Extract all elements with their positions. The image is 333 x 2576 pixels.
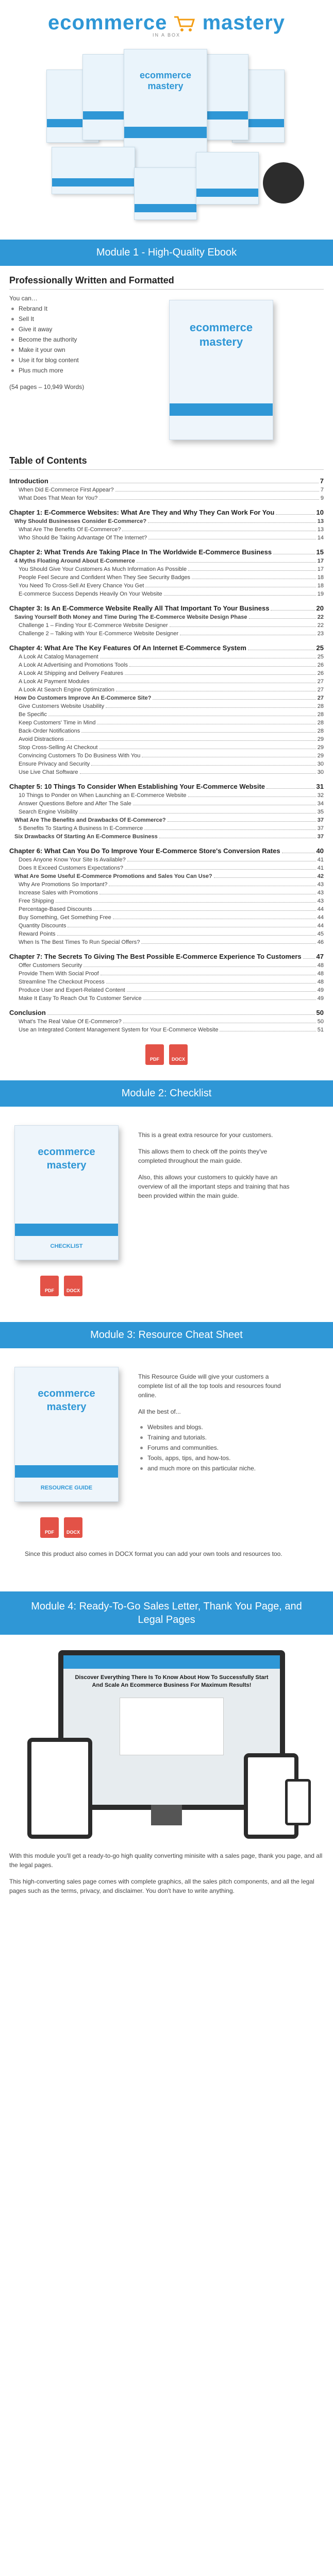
dot-leader	[143, 999, 316, 1000]
toc-page-number: 49	[317, 995, 324, 1002]
toc-page-number: 47	[316, 953, 324, 960]
toc-page-number: 29	[317, 753, 324, 759]
toc-page-number: 7	[320, 477, 324, 485]
toc-entry[interactable]	[19, 487, 324, 493]
toc-page-number: 27	[317, 679, 324, 685]
toc-entry[interactable]	[14, 518, 324, 524]
divider	[9, 469, 324, 470]
toc-page-number: 48	[317, 971, 324, 977]
toc-page-number: 27	[317, 695, 324, 701]
toc-chapter[interactable]	[9, 548, 324, 556]
dot-leader	[168, 821, 316, 822]
rights-item: Plus much more	[9, 367, 159, 374]
dot-leader	[249, 618, 316, 619]
checklist-label: CHECKLIST	[50, 1243, 83, 1249]
toc-entry[interactable]	[19, 987, 324, 993]
dot-leader	[164, 595, 316, 596]
toc-entry-title: Chapter 6: What Can You Do To Improve Your E-Commerce Store's Conversion Rates	[9, 847, 280, 855]
toc-page-number: 37	[317, 834, 324, 840]
dot-leader	[125, 869, 316, 870]
toc-page-number: 23	[317, 631, 324, 637]
toc-entry-title: What's The Real Value Of E-Commerce?	[19, 1019, 122, 1025]
dot-leader	[99, 499, 319, 500]
toc-entry-title: When Is The Best Times To Run Special Offers?	[19, 939, 140, 945]
dot-leader	[188, 570, 316, 571]
toc-entry[interactable]	[19, 591, 324, 597]
toc-entry[interactable]	[19, 566, 324, 572]
resource-label: RESOURCE GUIDE	[40, 1485, 93, 1491]
toc-page-number: 22	[317, 622, 324, 629]
tablet-mockup	[27, 1738, 92, 1839]
toc-entry[interactable]	[19, 931, 324, 937]
product-box	[52, 147, 135, 194]
toc-entry[interactable]	[19, 825, 324, 832]
toc-page-number: 14	[317, 535, 324, 541]
toc-entry[interactable]	[19, 882, 324, 888]
dot-leader	[50, 477, 319, 483]
toc-page-number: 9	[320, 495, 324, 501]
toc-page-number: 43	[317, 882, 324, 888]
toc-entry-title: Percentage-Based Discounts	[19, 906, 92, 912]
toc-entry-title: A Look At Search Engine Optimization	[19, 687, 114, 693]
toc-entry-title: Avoid Distractions	[19, 736, 64, 742]
toc-page-number: 26	[317, 670, 324, 676]
toc-entry-title: What Are The Benefits Of E-Commerce?	[19, 527, 121, 533]
toc-entry-title: Challenge 1 – Finding Your E-Commerce Website Designer	[19, 622, 168, 629]
docx-icon: DOCX	[169, 1044, 188, 1065]
page-count: (54 pages – 10,949 Words)	[9, 383, 85, 391]
toc-entry-title: Introduction	[9, 477, 48, 485]
toc-page-number: 26	[317, 662, 324, 668]
toc-page-number: 29	[317, 744, 324, 751]
module4-text: This high-converting sales page comes with complete graphics, all the sales pitch components, and all the legal pages such as the terms, privacy, and disclaimer. You don't have to write anything.	[9, 1878, 314, 1894]
toc-page-number: 32	[317, 792, 324, 799]
toc-entry-title: Saving Yourself Both Money and Time During The E-Commerce Website Design Phase	[14, 614, 247, 620]
toc-entry[interactable]	[19, 801, 324, 807]
module1-section	[0, 275, 333, 1065]
toc-chapter[interactable]	[9, 953, 324, 960]
toc-entry-title: Search Engine Visibility	[19, 809, 78, 815]
toc-page-number: 43	[317, 890, 324, 896]
toc-page-number: 18	[317, 574, 324, 581]
toc-entry-title: 5 Benefits To Starting A Business In E-Commerce	[19, 825, 143, 832]
toc-entry-title: A Look At Catalog Management	[19, 654, 98, 660]
toc-entry-title: How Do Customers Improve An E-Commerce Site?	[14, 695, 152, 701]
toc-entry[interactable]	[19, 711, 324, 718]
toc-entry-title: Chapter 2: What Trends Are Taking Place In The Worldwide E-Commerce Business	[9, 548, 272, 556]
toc-entry-title: People Feel Secure and Confident When They See Security Badges	[19, 574, 191, 581]
dot-leader	[148, 522, 316, 523]
toc-entry-title: What Are Some Useful E-Commerce Promotions and Sales You Can Use?	[14, 873, 212, 879]
module2-section	[0, 1107, 333, 1322]
toc-chapter[interactable]	[9, 604, 324, 612]
toc-entry-title: A Look At Shipping and Delivery Features	[19, 670, 124, 676]
toc-entry-title: Answer Questions Before and After The Sale	[19, 801, 131, 807]
phone-mockup	[285, 1779, 311, 1825]
toc-page-number: 17	[317, 566, 324, 572]
dot-leader	[127, 991, 316, 992]
module4-section	[0, 1635, 333, 1895]
toc-chapter[interactable]	[9, 644, 324, 652]
toc-chapter[interactable]	[9, 783, 324, 790]
toc-page-number: 40	[316, 847, 324, 855]
logo-right: mastery	[202, 11, 286, 34]
toc-entry-title: Be Specific	[19, 711, 47, 718]
toc-page-number: 44	[317, 923, 324, 929]
toc-page-number: 27	[317, 687, 324, 693]
toc-entry[interactable]	[19, 914, 324, 921]
toc-page-number: 37	[317, 825, 324, 832]
toc-entry[interactable]	[19, 654, 324, 660]
toc-entry[interactable]	[19, 809, 324, 815]
toc-entry[interactable]	[14, 873, 324, 879]
toc-entry-title: Quantity Discounts	[19, 923, 66, 929]
toc-entry[interactable]	[19, 1019, 324, 1025]
toc-entry-title: Stop Cross-Selling At Checkout	[19, 744, 98, 751]
toc-entry[interactable]	[14, 695, 324, 701]
toc-entry-title: Why Should Businesses Consider E-Commerce?	[14, 518, 147, 524]
module3-text: Since this product also comes in DOCX format you can add your own tools and resources too.	[25, 1550, 282, 1557]
toc-entry-title: Chapter 3: Is An E-Commerce Website Really All That Important To Your Business	[9, 604, 270, 612]
toc-entry[interactable]	[14, 834, 324, 840]
toc-entry[interactable]	[19, 995, 324, 1002]
toc-entry-title: What Are The Benefits and Drawbacks Of E-Commerce?	[14, 817, 166, 823]
toc-entry[interactable]	[14, 817, 324, 823]
toc-entry[interactable]	[19, 857, 324, 863]
resource-item: Tools, apps, tips, and how-tos.	[138, 1454, 293, 1462]
product-box	[196, 152, 259, 205]
toc-page-number: 31	[316, 783, 324, 790]
toc-entry-title: Who Should Be Taking Advantage Of The Internet?	[19, 535, 147, 541]
toc-entry[interactable]	[19, 865, 324, 871]
toc-page-number: 30	[317, 769, 324, 775]
checklist-cover: ecommerce mastery CHECKLIST	[14, 1125, 119, 1260]
resource-list	[138, 1423, 293, 1472]
toc-page-number: 46	[317, 939, 324, 945]
toc-entry-title: A Look At Payment Modules	[19, 679, 90, 685]
dot-leader	[153, 699, 315, 700]
toc-heading: Table of Contents	[9, 455, 87, 466]
toc-entry[interactable]	[19, 679, 324, 685]
file-formats	[40, 1517, 123, 1538]
dot-leader	[271, 604, 314, 611]
toc-entry-title: Challenge 2 – Talking with Your E-Commerce Website Designer	[19, 631, 179, 637]
toc-page-number: 28	[317, 711, 324, 718]
toc-entry-title: Six Drawbacks Of Starting An E-Commerce Business	[14, 834, 158, 840]
toc-entry[interactable]	[19, 527, 324, 533]
module1-heading: Professionally Written and Formatted	[9, 275, 174, 285]
toc-page-number: 50	[317, 1019, 324, 1025]
logo-sub: IN A BOX	[152, 32, 181, 38]
toc-page-number: 42	[317, 873, 324, 879]
toc-page-number: 41	[317, 865, 324, 871]
dot-leader	[267, 783, 315, 789]
toc-page-number: 7	[320, 487, 324, 493]
toc-entry-title: Use an Integrated Content Management System for Your E-Commerce Website	[19, 1027, 219, 1033]
toc-entry[interactable]	[19, 720, 324, 726]
toc-entry[interactable]	[19, 574, 324, 581]
module4-banner: Module 4: Ready-To-Go Sales Letter, Thank You Page, and Legal Pages	[0, 1591, 333, 1635]
module3-banner: Module 3: Resource Cheat Sheet	[0, 1322, 333, 1348]
toc-entry-title: Back-Order Notifications	[19, 728, 80, 734]
rights-item: Use it for blog content	[9, 357, 159, 364]
toc-entry[interactable]	[19, 769, 324, 775]
mock-headline: Discover Everything There Is To Know About How To Successfully Start And Scale An Ecommerce Business For Maximum Results!	[75, 1674, 269, 1688]
dot-leader	[57, 935, 316, 936]
toc-entry[interactable]	[19, 979, 324, 985]
dot-leader	[303, 953, 315, 959]
toc-page-number: 37	[317, 817, 324, 823]
toc-entry-title: Keep Customers' Time in Mind	[19, 720, 96, 726]
toc-entry[interactable]	[19, 898, 324, 904]
toc-entry-title: When Did E-Commerce First Appear?	[19, 487, 114, 493]
toc-page-number: 28	[317, 728, 324, 734]
pdf-icon: PDF	[40, 1517, 59, 1538]
rights-item: Make it your own	[9, 346, 159, 353]
toc-entry-title: Ensure Privacy and Security	[19, 761, 90, 767]
module3-section	[0, 1348, 333, 1591]
dot-leader	[65, 740, 316, 741]
rights-list	[9, 305, 159, 374]
toc-entry[interactable]	[14, 614, 324, 620]
toc-page-number: 28	[317, 703, 324, 709]
dot-leader	[106, 983, 316, 984]
toc-page-number: 51	[317, 1027, 324, 1033]
dot-leader	[47, 1009, 315, 1015]
toc-entry-title: Make It Easy To Reach Out To Customer Service	[19, 995, 142, 1002]
toc-entry-title: Why Are Promotions So Important?	[19, 882, 108, 888]
file-formats	[40, 1276, 123, 1296]
toc-entry-title: Give Customers Website Usability	[19, 703, 105, 709]
toc-entry[interactable]	[19, 962, 324, 969]
toc-entry[interactable]	[19, 971, 324, 977]
toc-entry-title: Convincing Customers To Do Business With You	[19, 753, 141, 759]
resource-guide-cover: ecommerce mastery RESOURCE GUIDE	[14, 1367, 119, 1502]
dot-leader	[80, 773, 316, 774]
toc-page-number: 25	[316, 644, 324, 652]
toc-page-number: 44	[317, 906, 324, 912]
toc-page-number: 48	[317, 962, 324, 969]
toc-entry-title: 10 Things to Ponder on When Launching an E-Commerce Website	[19, 792, 187, 799]
resource-item: and much more on this particular niche.	[138, 1465, 293, 1472]
toc-chapter[interactable]	[9, 847, 324, 855]
rights-item: Become the authority	[9, 336, 159, 343]
toc-entry-title: A Look At Advertising and Promotions Tools	[19, 662, 128, 668]
toc-page-number: 43	[317, 898, 324, 904]
dot-leader	[93, 910, 315, 911]
table-of-contents	[9, 477, 324, 1033]
dot-leader	[214, 877, 316, 878]
file-formats	[9, 1044, 324, 1065]
toc-entry-title: Chapter 1: E-Commerce Websites: What Are They and Why They Can Work For You	[9, 509, 275, 516]
module2-text: This is a great extra resource for your customers.	[138, 1131, 273, 1139]
disc-icon	[263, 162, 304, 204]
toc-entry[interactable]	[19, 728, 324, 734]
dot-leader	[106, 707, 316, 708]
hero	[0, 0, 333, 240]
resource-item: Websites and blogs.	[138, 1423, 293, 1431]
module1-intro: You can…	[9, 295, 38, 302]
docx-icon: DOCX	[64, 1517, 82, 1538]
dot-leader	[170, 626, 316, 627]
box-title: ecommerce mastery	[139, 70, 192, 91]
toc-entry[interactable]	[19, 939, 324, 945]
product-bundle	[36, 49, 294, 229]
toc-entry-title: Does It Exceed Customers Expectations?	[19, 865, 123, 871]
dot-leader	[144, 829, 315, 830]
toc-page-number: 50	[316, 1009, 324, 1016]
pdf-icon: PDF	[145, 1044, 164, 1065]
cart-icon	[173, 15, 196, 32]
toc-entry[interactable]	[19, 583, 324, 589]
toc-entry-title: You Need To Cross-Sell At Every Chance You Get	[19, 583, 144, 589]
product-box	[134, 167, 197, 220]
toc-entry[interactable]	[19, 792, 324, 799]
dot-leader	[125, 674, 316, 675]
dot-leader	[141, 943, 315, 944]
toc-page-number: 22	[317, 614, 324, 620]
module3-text: All the best of...	[138, 1408, 181, 1415]
dot-leader	[276, 509, 314, 515]
toc-entry[interactable]	[19, 662, 324, 668]
toc-entry[interactable]	[19, 670, 324, 676]
toc-page-number: 29	[317, 736, 324, 742]
module2-text: Also, this allows your customers to quickly have an overview of all the important steps and training that has been provided within the main guide.	[138, 1174, 290, 1199]
toc-page-number: 20	[316, 604, 324, 612]
pdf-icon: PDF	[40, 1276, 59, 1296]
dot-leader	[273, 548, 314, 554]
rights-item: Sell It	[9, 315, 159, 323]
logo-left: ecommerce	[47, 11, 168, 34]
dot-leader	[91, 765, 316, 766]
dot-leader	[282, 847, 315, 853]
dot-leader	[129, 666, 316, 667]
toc-entry[interactable]	[19, 535, 324, 541]
toc-page-number: 49	[317, 987, 324, 993]
toc-entry[interactable]	[19, 631, 324, 637]
device-mockups	[27, 1650, 306, 1851]
dot-leader	[56, 902, 316, 903]
toc-entry[interactable]	[14, 558, 324, 564]
toc-entry-title: Streamline The Checkout Process	[19, 979, 105, 985]
dot-leader	[115, 491, 319, 492]
toc-entry[interactable]	[19, 906, 324, 912]
cover-title-1: ecommerce	[189, 321, 253, 334]
logo	[0, 11, 333, 38]
toc-chapter[interactable]	[9, 1009, 324, 1016]
toc-page-number: 25	[317, 654, 324, 660]
toc-entry-title: E-commerce Success Depends Heavily On Your Website	[19, 591, 162, 597]
module2-text: This allows them to check off the points they've completed throughout the main guide.	[138, 1148, 268, 1164]
toc-page-number: 18	[317, 583, 324, 589]
toc-entry[interactable]	[19, 890, 324, 896]
cover-title-2: mastery	[199, 335, 243, 348]
toc-entry-title: 4 Myths Floating Around About E-Commerce	[14, 558, 135, 564]
toc-page-number: 10	[316, 509, 324, 516]
toc-page-number: 28	[317, 720, 324, 726]
toc-entry-title: Reward Points	[19, 931, 56, 937]
toc-entry[interactable]	[19, 923, 324, 929]
toc-page-number: 13	[317, 518, 324, 524]
dot-leader	[81, 732, 316, 733]
toc-entry-title: You Should Give Your Customers As Much Information As Possible	[19, 566, 187, 572]
toc-page-number: 45	[317, 931, 324, 937]
toc-page-number: 48	[317, 979, 324, 985]
toc-page-number: 44	[317, 914, 324, 921]
toc-entry-title: Does Anyone Know Your Site Is Available?	[19, 857, 126, 863]
toc-entry-title: Use Live Chat Software	[19, 769, 78, 775]
toc-page-number: 15	[316, 548, 324, 556]
main-product-box	[124, 49, 207, 168]
module4-text: With this module you'll get a ready-to-go high quality converting minisite with a sales page, thank you page, and all the legal pages.	[9, 1852, 323, 1869]
toc-entry[interactable]	[19, 1027, 324, 1033]
toc-page-number: 35	[317, 809, 324, 815]
dot-leader	[137, 562, 316, 563]
toc-entry[interactable]	[19, 744, 324, 751]
module1-banner: Module 1 - High-Quality Ebook	[0, 240, 333, 266]
toc-page-number: 34	[317, 801, 324, 807]
module2-banner: Module 2: Checklist	[0, 1080, 333, 1107]
toc-entry-title: What Does That Mean for You?	[19, 495, 98, 501]
toc-entry-title: Produce User and Expert-Related Content	[19, 987, 125, 993]
toc-entry-title: Chapter 7: The Secrets To Giving The Best Possible E-Commerce Experience To Customers	[9, 953, 302, 960]
toc-page-number: 30	[317, 761, 324, 767]
toc-entry[interactable]	[19, 703, 324, 709]
toc-entry[interactable]	[19, 761, 324, 767]
dot-leader	[79, 813, 316, 814]
toc-entry[interactable]	[19, 495, 324, 501]
toc-chapter[interactable]	[9, 477, 324, 485]
toc-entry[interactable]	[19, 622, 324, 629]
toc-page-number: 17	[317, 558, 324, 564]
dot-leader	[248, 644, 315, 650]
resource-item: Forums and communities.	[138, 1444, 293, 1451]
toc-entry-title: Provide Them With Social Proof	[19, 971, 99, 977]
docx-icon: DOCX	[64, 1276, 82, 1296]
toc-entry[interactable]	[19, 687, 324, 693]
toc-entry[interactable]	[19, 753, 324, 759]
toc-page-number: 19	[317, 591, 324, 597]
toc-entry-title: Conclusion	[9, 1009, 46, 1016]
divider	[9, 289, 324, 290]
toc-page-number: 41	[317, 857, 324, 863]
toc-entry[interactable]	[19, 736, 324, 742]
toc-chapter[interactable]	[9, 509, 324, 516]
rights-item: Rebrand It	[9, 305, 159, 312]
toc-entry-title: Free Shipping	[19, 898, 54, 904]
ebook-cover	[169, 300, 273, 440]
toc-entry-title: Buy Something, Get Something Free	[19, 914, 111, 921]
rights-item: Give it away	[9, 326, 159, 333]
toc-page-number: 13	[317, 527, 324, 533]
toc-entry-title: Increase Sales with Promotions	[19, 890, 98, 896]
toc-entry-title: Chapter 5: 10 Things To Consider When Establishing Your E-Commerce Website	[9, 783, 265, 790]
toc-entry-title: Chapter 4: What Are The Key Features Of An Internet E-Commerce System	[9, 644, 246, 652]
dot-leader	[188, 796, 316, 797]
toc-entry-title: Offer Customers Security	[19, 962, 82, 969]
module3-text: This Resource Guide will give your customers a complete list of all the top tools and resources found online.	[138, 1373, 281, 1399]
resource-item: Training and tutorials.	[138, 1434, 293, 1441]
